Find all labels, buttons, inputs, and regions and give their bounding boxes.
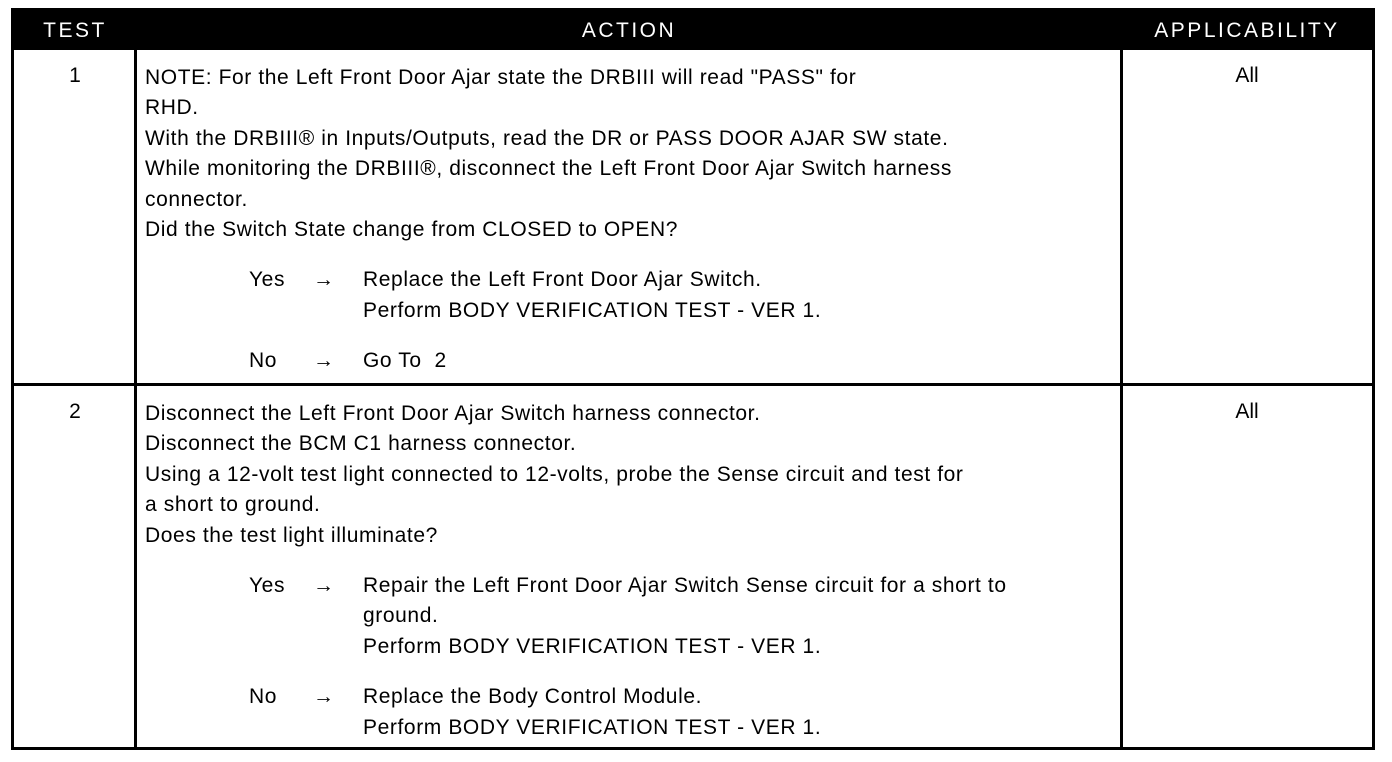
response-line: Perform BODY VERIFICATION TEST - VER 1.: [363, 298, 822, 322]
arrow-icon: →: [313, 685, 335, 709]
arrow-icon: →: [313, 349, 335, 373]
response-label: No: [249, 685, 278, 709]
header-test: TEST: [43, 19, 107, 42]
arrow-icon: →: [313, 574, 335, 598]
response-label: Yes: [249, 268, 286, 292]
diagnostic-test-table: [11, 8, 1375, 750]
table-row: [14, 383, 1372, 750]
action-text: [145, 63, 1125, 377]
test-number: 2: [69, 400, 81, 423]
action-line: NOTE: For the Left Front Door Ajar state the DRBIII will read "PASS" for: [145, 66, 857, 89]
response-label: Yes: [249, 574, 286, 598]
column-divider: [134, 386, 137, 750]
action-text: [145, 399, 1125, 743]
response-line: Go To 2: [363, 349, 447, 373]
table-header: [14, 11, 1372, 50]
action-line: connector.: [145, 187, 248, 211]
action-line: a short to ground.: [145, 493, 321, 517]
action-line: With the DRBIII® in Inputs/Outputs, read the DR or PASS DOOR AJAR SW state.: [145, 126, 949, 150]
response-line: ground.: [363, 604, 439, 628]
response-no: [145, 682, 1125, 743]
response-line: Replace the Body Control Module.: [363, 685, 703, 709]
action-line: RHD.: [145, 96, 199, 120]
response-yes: [145, 571, 1125, 662]
response-line: Replace the Left Front Door Ajar Switch.: [363, 268, 762, 292]
action-line: Using a 12-volt test light connected to 12-volts, probe the Sense circuit and test for: [145, 462, 964, 486]
response-line: Perform BODY VERIFICATION TEST - VER 1.: [363, 634, 822, 658]
arrow-icon: →: [313, 268, 335, 292]
applicability-value: All: [1235, 64, 1259, 87]
response-no: [145, 346, 1125, 376]
action-line: Disconnect the Left Front Door Ajar Switch harness connector.: [145, 402, 761, 425]
column-divider: [134, 50, 137, 383]
response-line: Repair the Left Front Door Ajar Switch Sense circuit for a short to: [363, 574, 1007, 598]
table-row: [14, 50, 1372, 383]
action-line: Disconnect the BCM C1 harness connector.: [145, 432, 577, 456]
test-number: 1: [69, 64, 81, 87]
header-action: ACTION: [581, 19, 677, 42]
header-applicability: APPLICABILITY: [1154, 19, 1340, 42]
response-line: Perform BODY VERIFICATION TEST - VER 1.: [363, 715, 822, 739]
response-label: No: [249, 349, 278, 373]
applicability-value: All: [1235, 400, 1259, 423]
action-line: Does the test light illuminate?: [145, 523, 438, 547]
response-yes: [145, 265, 1125, 326]
action-line: Did the Switch State change from CLOSED to OPEN?: [145, 218, 679, 242]
action-line: While monitoring the DRBIII®, disconnect the Left Front Door Ajar Switch harness: [145, 157, 952, 181]
